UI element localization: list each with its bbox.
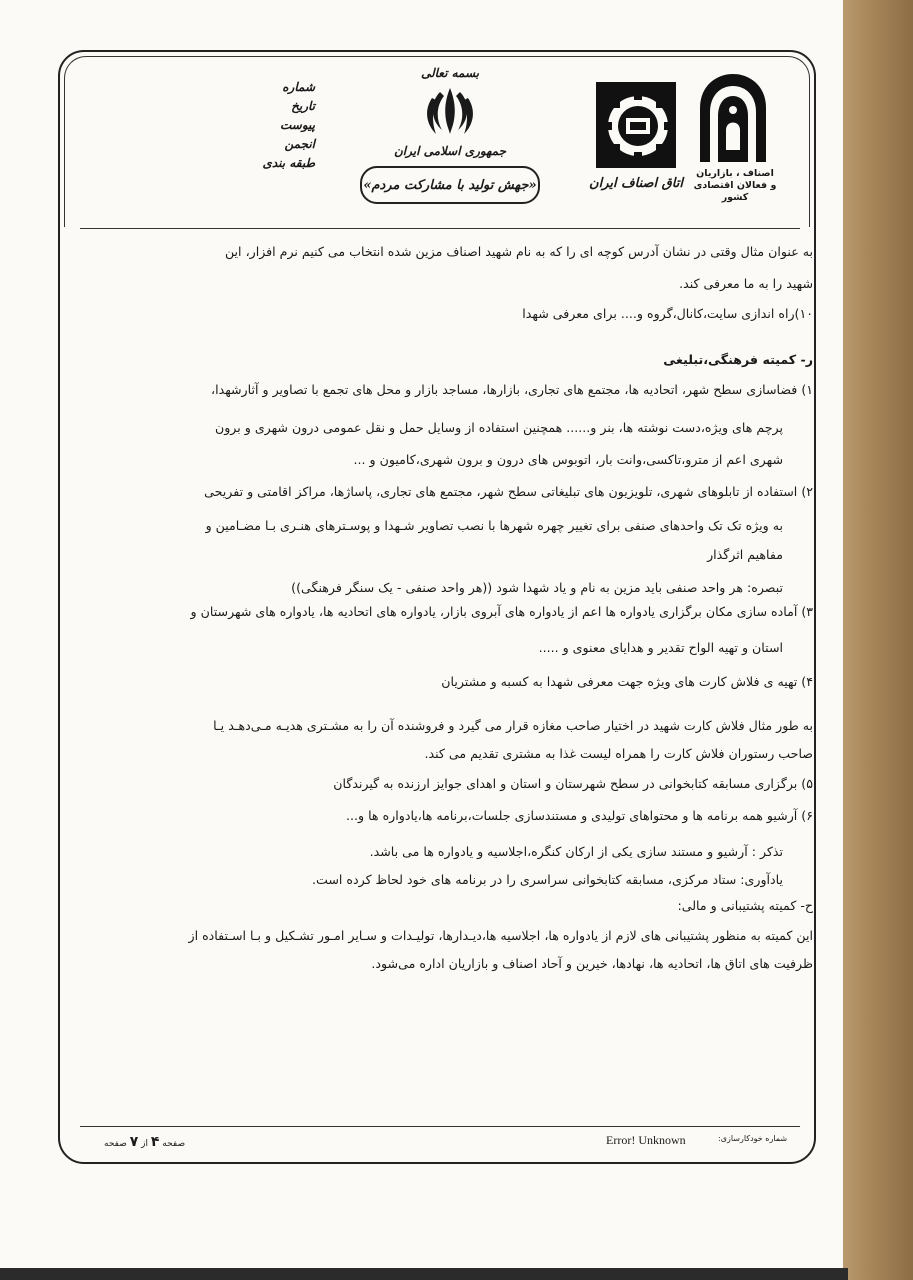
header-divider [80, 228, 800, 229]
item-1-line-2: پرچم های ویژه،دست نوشته ها، بنر و...... همچنین استفاده از وسایل حمل و نقل عمومی درون شهری و برون [214, 420, 783, 435]
guild-chamber-logo-icon [596, 82, 676, 168]
item-5: ۵) برگزاری مسابقه کتابخوانی در سطح شهرستان و استان و اهدای جوایز ارزنده به گیرندگان [333, 776, 813, 791]
example-line-2: صاحب رستوران فلاش کارت را همراه لیست غذا به مشتری تقدیم می کند. [424, 746, 813, 761]
scan-shadow [0, 1268, 848, 1280]
page-of: از [141, 1139, 148, 1149]
intro-line-2: شهید را به ما معرفی کند. [679, 276, 813, 291]
item-10: ۱۰)راه اندازی سایت،کانال،گروه و.... برای معرفی شهدا [522, 306, 813, 321]
martyrs-guild-caption [690, 168, 780, 204]
note-tabsare: تبصره: هر واحد صنفی باید مزین به نام و یاد شهدا شود ((هر واحد صنفی - یک سنگر فرهنگی)) [291, 580, 783, 595]
caption-line: و فعالان اقتصادی [693, 180, 777, 191]
meta-date-label: تاریخ [291, 99, 315, 113]
item-4: ۴) تهیه ی فلاش کارت های ویژه جهت معرفی شهدا به کسبه و مشتریان [441, 674, 813, 689]
field-error-text: Error! Unknown [606, 1133, 686, 1147]
slogan-banner: «جهش تولید با مشارکت مردم» [360, 166, 540, 204]
page-current: ۴ [150, 1134, 160, 1150]
section-h-line-2: ظرفیت های اتاق ها، اتحادیه ها، نهادها، خیرین و آحاد اصناف و بازاریان اداره می‌شود. [371, 956, 813, 971]
meta-classification-label: طبقه بندی [262, 156, 315, 170]
national-emblem-block [360, 66, 540, 204]
guild-chamber-name: اتاق اصناف ایران [589, 176, 683, 191]
caption-line: کشور [721, 192, 749, 203]
page-total: ۷ [129, 1134, 139, 1150]
footer-divider [80, 1126, 800, 1127]
bismillah-text: بسمه تعالی [420, 66, 480, 80]
page-prefix: صفحه [162, 1139, 186, 1149]
republic-title: جمهوری اسلامی ایران [393, 144, 507, 158]
item-6: ۶) آرشیو همه برنامه ها و محتواهای تولیدی و مستندسازی جلسات،برنامه ها،یادواره ها و... [346, 808, 813, 823]
section-h-title: ح- کمیته پشتیبانی و مالی: [677, 898, 813, 913]
meta-number-label: شماره [282, 80, 315, 94]
reminder-note: تذکر : آرشیو و مستند سازی یکی از ارکان کنگره،اجلاسیه و یادواره ها می باشد. [369, 844, 783, 859]
item-1-line-1: ۱) فضاسازی سطح شهر، اتحادیه ها، مجتمع های تجاری، بازارها، مساجد بازار و محل های تجمع با تصاویر و آثارشهدا، [211, 382, 813, 397]
item-3-line-2: استان و تهیه الواح تقدیر و هدایای معنوی و ..... [538, 640, 783, 655]
remark-note: یادآوری: ستاد مرکزی، مسابقه کتابخوانی سراسری را در برنامه های خود لحاظ کرده است. [311, 872, 783, 887]
page-suffix: صفحه [104, 1139, 127, 1149]
page-number [104, 1134, 185, 1150]
iran-emblem-icon [422, 84, 478, 138]
item-2-line-1: ۲) استفاده از تابلوهای شهری، تلویزیون های تبلیغاتی سطح شهر، مجتمع های تجاری، پاساژها، مراکز اقامتی و تفریحی [204, 484, 813, 499]
item-2-line-2: به ویژه تک تک واحدهای صنفی برای تغییر چهره شهرها با نصب تصاویر شـهدا و پوسـترهای هنـری بـا مضـامین و [205, 518, 783, 533]
intro-line-1: به عنوان مثال وقتی در نشان آدرس کوچه ای را که به نام شهید اصناف مزین شده انتخاب می کنیم نرم افزار، این [224, 244, 813, 259]
martyrs-guild-logo-icon [696, 70, 770, 166]
meta-attachment-label: پیوست [280, 118, 315, 132]
page-edge [843, 0, 913, 1280]
auto-number-label: شماره خودکارسازی: [718, 1134, 788, 1143]
section-h-line-1: این کمیته به منظور پشتیبانی های لازم از یادواره ها، اجلاسیه ها،دیـدارها، تولیـدات و سـایر امـور تشـکیل و بـا اسـتفاده از [188, 928, 813, 943]
item-3-line-1: ۳) آماده سازی مکان برگزاری یادواره ها اعم از یادواره های آبروی بازار، یادواره های اتحادیه ها، یادواره های شهرستان و [190, 604, 813, 619]
meta-association-label: انجمن [284, 137, 315, 151]
example-line-1: به طور مثال فلاش کارت شهید در اختیار صاحب مغازه قرار می گیرد و فروشنده آن را به مشـتری هدیـه مـی‌دهـد یـا [213, 718, 813, 733]
item-1-line-3: شهری اعم از مترو،تاکسی،وانت بار، اتوبوس های درون و برون شهری،کامیون و ... [353, 452, 783, 467]
caption-line: اصناف ، بازاریان [696, 168, 774, 179]
letter-meta-labels [255, 78, 315, 173]
item-2-line-3: مفاهیم اثرگذار [707, 547, 783, 562]
section-r-title: ر- کمیته فرهنگی،تبلیغی [663, 352, 813, 367]
